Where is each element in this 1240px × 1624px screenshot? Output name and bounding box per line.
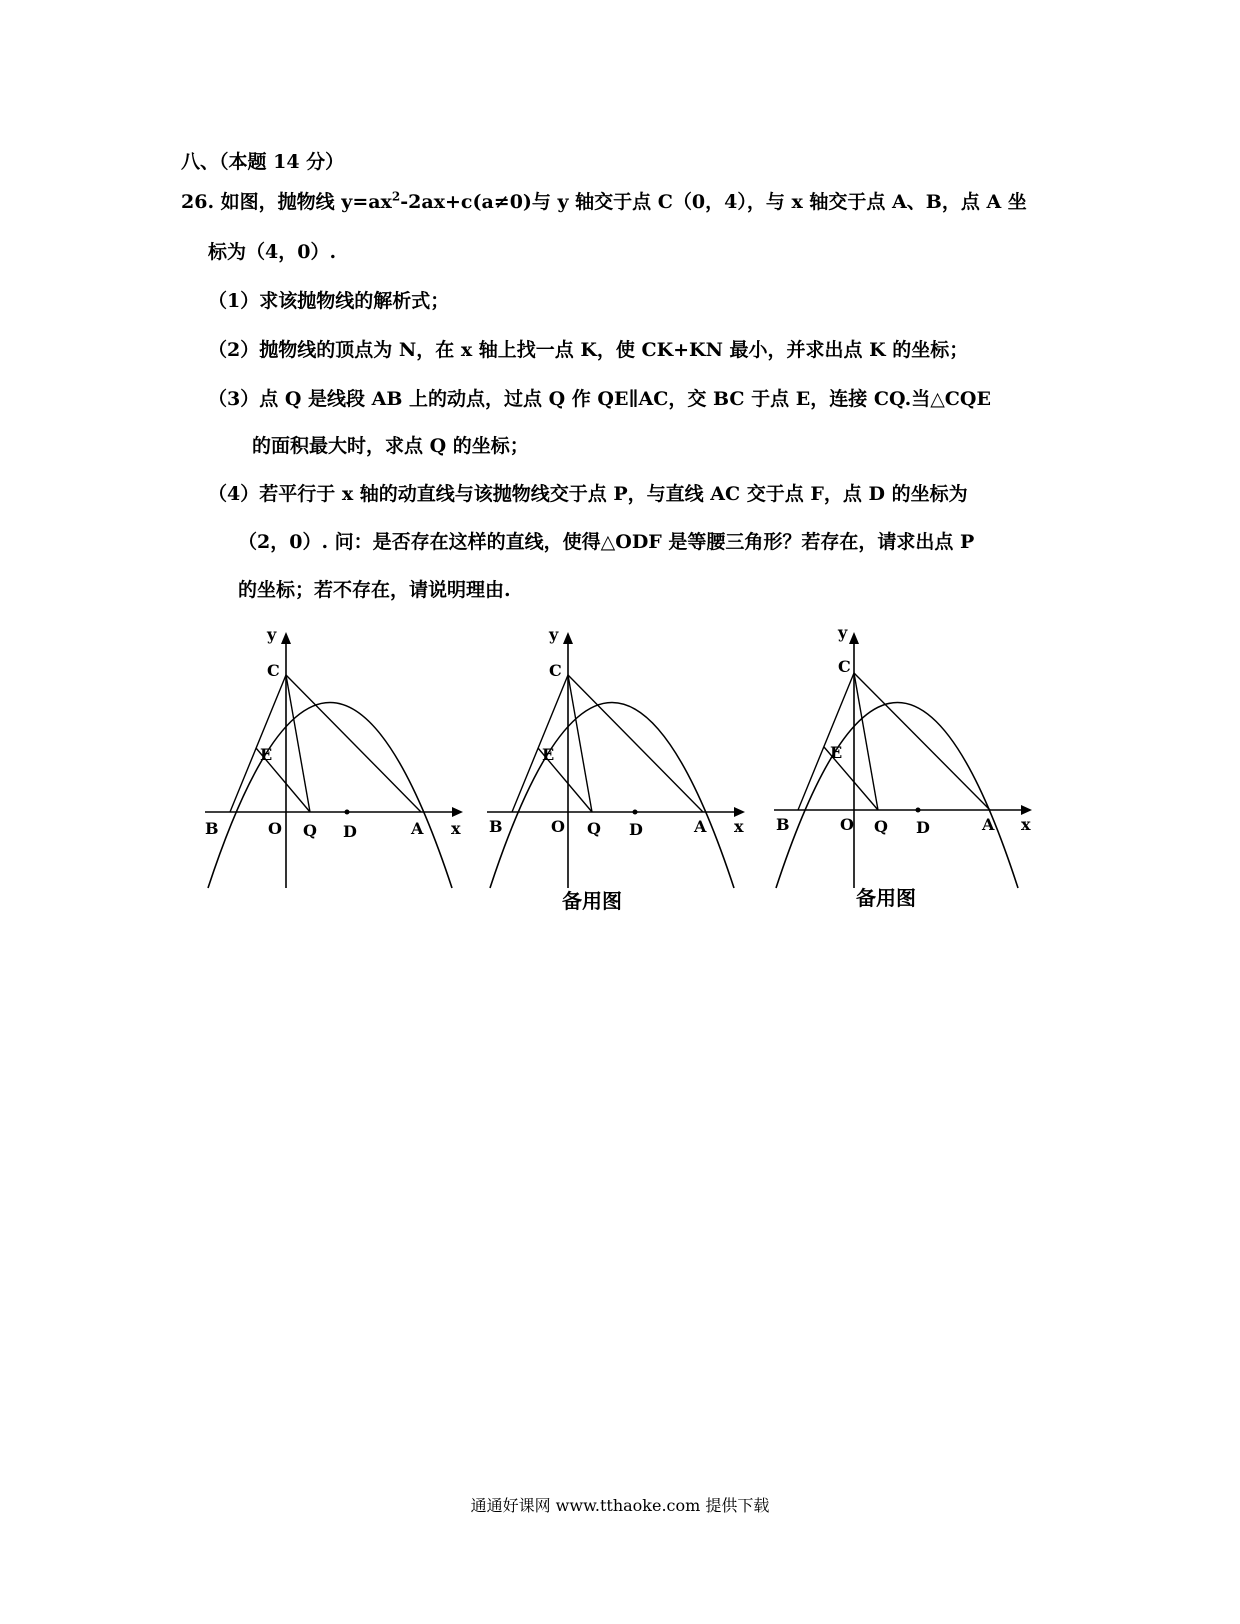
question-part-4: （4）若平行于 x 轴的动直线与该抛物线交于点 P，与直线 AC 交于点 F，点 D 的坐标为 — [208, 483, 968, 505]
parabola-diagram — [487, 625, 752, 920]
question-intro-prefix: 26. 如图，抛物线 y=ax — [181, 191, 392, 213]
segment-cb — [512, 675, 568, 812]
question-part-3: （3）点 Q 是线段 AB 上的动点，过点 Q 作 QE∥AC，交 BC 于点 E，连接 CQ.当△CQE — [208, 388, 991, 410]
label-e: E — [830, 743, 843, 762]
label-a: A — [411, 819, 424, 838]
label-o: O — [551, 817, 565, 836]
label-y: y — [549, 625, 559, 644]
x-axis-arrow — [734, 807, 745, 817]
label-o: O — [840, 815, 854, 834]
question-intro-suffix: -2ax+c(a≠0)与 y 轴交于点 C（0，4），与 x 轴交于点 A、B，点 A 坐 — [400, 191, 1027, 213]
question-part-2: （2）抛物线的顶点为 N，在 x 轴上找一点 K，使 CK+KN 最小，并求出点 K 的坐标； — [208, 339, 969, 361]
label-x: x — [451, 819, 461, 838]
question-part-4-continued-2: 的坐标；若不存在，请说明理由. — [238, 579, 511, 601]
parabola-diagram — [205, 625, 470, 920]
point-d-dot — [633, 810, 638, 815]
label-x: x — [1021, 815, 1031, 834]
segment-cb — [798, 673, 854, 810]
y-axis-arrow — [563, 632, 573, 644]
point-d-dot — [345, 810, 350, 815]
label-a: A — [982, 815, 995, 834]
label-e: E — [542, 745, 555, 764]
x-axis-arrow — [452, 807, 463, 817]
label-y: y — [267, 625, 277, 644]
label-q: Q — [587, 819, 601, 838]
exponent: 2 — [391, 189, 401, 204]
label-b: B — [205, 819, 219, 838]
figure-caption: 备用图 — [856, 886, 916, 910]
question-part-3-continued: 的面积最大时，求点 Q 的坐标； — [252, 435, 529, 457]
label-b: B — [489, 817, 503, 836]
parabola-curve — [490, 703, 734, 889]
label-c: C — [549, 661, 562, 680]
y-axis-arrow — [849, 632, 859, 644]
label-d: D — [343, 822, 357, 841]
page-footer: 通通好课网 www.tthaoke.com 提供下载 — [470, 1496, 770, 1515]
label-a: A — [694, 817, 707, 836]
parabola-curve — [208, 703, 452, 889]
section-heading: 八、（本题 14 分） — [181, 151, 345, 173]
label-d: D — [916, 818, 930, 837]
label-y: y — [838, 623, 848, 642]
parabola-diagram — [774, 623, 1039, 920]
label-q: Q — [874, 817, 888, 836]
label-c: C — [267, 661, 280, 680]
x-axis-arrow — [1021, 805, 1032, 815]
label-c: C — [838, 657, 851, 676]
question-intro-continued: 标为（4，0）. — [208, 241, 337, 263]
y-axis-arrow — [281, 632, 291, 644]
label-d: D — [629, 820, 643, 839]
parabola-figure-backup-1 — [487, 625, 752, 920]
question-part-1: （1）求该抛物线的解析式； — [208, 290, 450, 312]
question-part-4-continued-1: （2，0）. 问：是否存在这样的直线，使得△ODF 是等腰三角形？若存在，请求出点 P — [238, 531, 975, 553]
label-q: Q — [303, 821, 317, 840]
parabola-curve — [776, 703, 1018, 889]
segment-cb — [230, 675, 286, 812]
figure-caption: 备用图 — [562, 889, 622, 913]
label-e: E — [260, 745, 273, 764]
label-x: x — [734, 817, 744, 836]
label-b: B — [776, 815, 790, 834]
label-o: O — [268, 819, 282, 838]
point-d-dot — [916, 808, 921, 813]
parabola-figure-main — [205, 625, 470, 920]
question-intro — [181, 190, 1027, 214]
parabola-figure-backup-2 — [774, 623, 1039, 920]
